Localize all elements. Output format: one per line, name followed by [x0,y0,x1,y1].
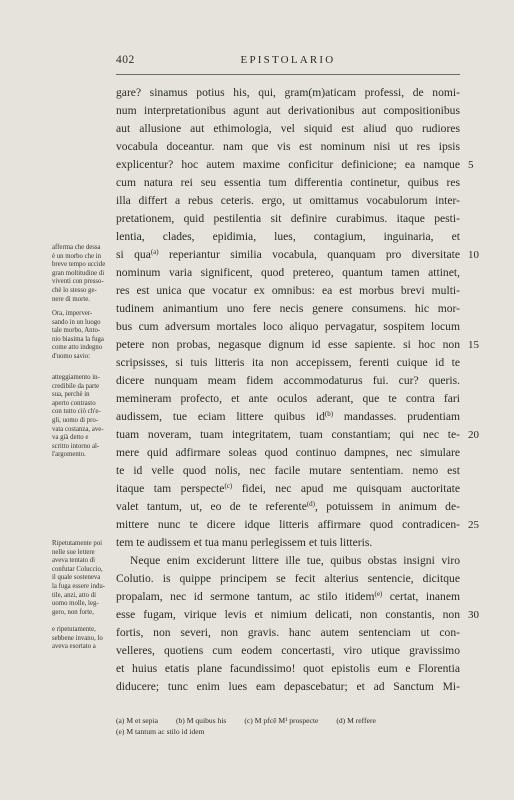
sidenote [52,540,106,617]
sidenote-line: sebbene invano, lo [52,634,103,642]
sidenote-line: atteggiamento in- [52,374,100,381]
text-line: fortis, non severi, non gravis. hanc autem sentenciam ut con- [116,626,460,639]
line-number: 25 [468,519,479,531]
sidenote-line: è un morbo che in [52,252,102,260]
text-line: esse fugam, virique levis et nimium delicati, non constantis, non [116,608,460,621]
text-line [116,480,460,498]
line-number: 15 [468,339,479,351]
footnote-row [116,715,460,726]
footnote: (a) M et sepia [116,716,158,725]
sidenote-line: gero, non forte, [52,608,94,616]
text-segment: valet tantum, ut, eo de te referente [116,500,307,513]
footnotes [116,715,460,737]
text-segment: , potuissem in animum de- [315,500,460,513]
text-line: dicere nunquam meam fidem accommodaturus fui. cur? queris. [116,374,460,387]
sidenote-line: con tutto ciò ch'e- [52,408,101,416]
sidenote-line: Ripetutamente poi [52,540,103,547]
text-line: pretationem, quid pestilentia sit definire curabimus. itaque pesti- [116,212,460,225]
sidenote-line: aveva esortato a [52,643,96,651]
sidenote-line: aveva tentato di [52,557,96,565]
text-line [116,408,460,426]
sidenote-line: gran moltitudine di [52,269,105,277]
text-line: tuam noveram, tuam integritatem, tuam constantiam; qui nec te- [116,428,460,441]
sidenote-line: afferma che dessa [52,244,101,251]
sidenote-line: come atto indegno [52,344,103,352]
text-segment: si qua [116,248,151,261]
text-line: num interpretationibus agunt aut derivationibus aut compositionibus [116,104,460,117]
text-line: petere non probas, negasque dignum id esse sapiente. si hoc non [116,338,460,351]
text-segment: propalam, nec id sermone tantum, ac stilo itidem [116,590,375,603]
sidenote-line: Ora, imperver- [52,310,93,317]
footnote: (e) M tantum ac stilo id idem [116,727,205,736]
footnote-ref-b: (b) [324,410,334,418]
text-line: explicentur? hoc autem maxime conficitur definicione; ea namque [116,158,460,171]
sidenote-line: la fuga essere indu- [52,582,106,590]
page-number: 402 [116,54,135,66]
sidenote-line: chè lo stesso ge- [52,286,97,294]
sidenote-line: tale morbo, Anto- [52,327,101,335]
sidenote-line: nelle sue lettere [52,548,95,556]
footnote-ref-c: (c) [224,482,233,490]
text-line: mere quid adfirmare soleas quod continuo dampnes, nec simulare [116,446,460,459]
text-segment: fidei, nec apud me quisquam auctoritate [232,482,460,495]
text-line: velleres, quotiens cum eodem concertasti, viro utique gravissimo [116,644,460,657]
text-line: Colutio. is quippe principem se fecit alterius sentencie, dicitque [116,572,460,585]
header-rule [116,74,460,75]
sidenote-line: sua, perchè in [52,391,90,399]
sidenote-line: nio biasima la fuga [52,335,104,343]
sidenote-line: aperto contrasto [52,399,96,407]
text-line: te id velle quod nolis, nec facile mutare sententiam. nemo est [116,464,460,477]
footnote-ref-e: (e) [374,590,383,598]
text-line [116,498,460,516]
text-line: mittere nunc te dicere idque litteris affirmare quod contradicen- [116,518,460,531]
page-header [116,54,460,68]
text-segment: reperiantur similia vocabula, quanquam pro diversitate [158,248,460,261]
text-line: Neque enim exciderunt littere ille tue, quibus obstas insigni viro [130,554,460,567]
text-segment: itaque tam perspecte [116,482,225,495]
sidenote-line: d'uomo savio: [52,352,91,360]
sidenote-line: tile, anzi, atto di [52,591,96,599]
text-line: gare? sinamus potius his, qui, gram(m)aticam professi, de nomi- [116,86,460,99]
text-segment: audissem, tue eciam littere quibus id [116,410,325,423]
sidenote-line: gli, uomo di pro- [52,416,99,424]
sidenote-line: credibile da parte [52,382,100,390]
sidenote [52,626,106,652]
sidenote-line: va già detto e [52,434,89,442]
sidenote-line: viventi con presso- [52,278,104,286]
text-line: vocabula doceantur. nam que vis est nominum nisi ut res ipsis [116,140,460,153]
sidenote [52,310,106,362]
text-line: res est unica que vocatur ex omnibus: ea est morbus brevi multi- [116,284,460,297]
sidenote-line: vata costanza, ave- [52,425,104,433]
main-text [116,84,460,696]
text-line: tem te audissem et tua manu perlegissem et tuis litteris. [116,536,373,549]
running-head: EPISTOLARIO [240,54,336,66]
text-line: cum natura rei seu essentia tum differentia continetur, quibus res [116,176,460,189]
text-segment: mandasses. prudentiam [333,410,460,423]
text-line: scripsisses, si tuis litteris ita non accepissem, ferenti cuique id te [116,356,460,369]
sidenote [52,244,106,304]
text-line: aut allusione aut ethimologia, vel siquid est aliud quo rudiores [116,122,460,135]
footnote: (b) M quibus his [175,716,227,725]
footnote: (d) M reffere [336,716,376,725]
text-line: nominum varia significent, quod pretereo, quantum tamen attinet, [116,266,460,279]
line-number: 5 [468,159,474,171]
text-line: diducere; tunc enim lues eam depascebatur; et ad Sanctum Mi- [116,680,460,693]
sidenote-line: breve tempo uccide [52,261,106,269]
sidenote-line: sando in un luogo [52,318,101,326]
text-segment: certat, inanem [382,590,461,603]
line-number: 20 [468,429,479,441]
sidenote-line: confutar Coluccio, [52,565,103,573]
sidenote-line: nere di morte. [52,295,90,303]
text-line: illa differt a rebus ceteris. ergo, ut omittamus vocabulorum inter- [116,194,460,207]
sidenote-line: il quale sosteneva [52,574,101,582]
text-line [116,588,460,606]
footnote-ref-a: (a) [150,248,159,256]
text-line: tudinem animantium uno fere necis genere consumens. hic mor- [116,302,460,315]
text-line: bus cum adversum mortales loco aliquo pervagatur, sospitem locum [116,320,460,333]
sidenote-line: uomo molle, leg- [52,600,99,608]
text-line: et huius etatis plane facundissimo! quot epistolis eum e Florentia [116,662,460,675]
footnote-ref-d: (d) [306,500,316,508]
line-number: 30 [468,609,479,621]
text-line: memineram profecto, et ante oculos aderant, que te contra fari [116,392,460,405]
line-number: 10 [468,249,479,261]
sidenote [52,374,106,460]
footnote: (c) M pfcě M¹ prospecte [244,716,319,725]
text-line: lentia, clades, epidimia, lues, contagium, inguinaria, et [116,230,460,243]
sidenote-line: scritto intorno al- [52,442,100,450]
footnote-row [116,726,460,737]
text-line [116,246,460,264]
sidenote-line: l'argomento. [52,451,86,459]
sidenote-line: e ripetutamente, [52,626,96,633]
